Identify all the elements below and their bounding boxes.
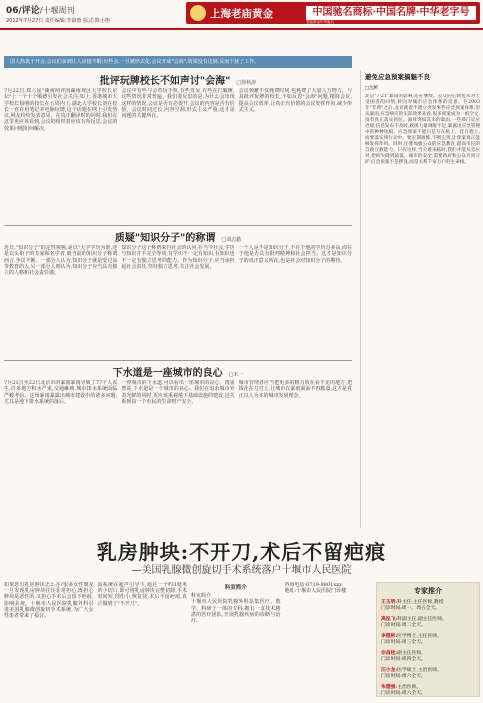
divider bbox=[4, 225, 352, 226]
article-1 bbox=[4, 72, 352, 222]
divider bbox=[4, 360, 352, 361]
feature-subtitle: —美国乳腺微创旋切手术系统落户十堰市人民医院 bbox=[131, 565, 352, 576]
sidebar-author: □沈彬 bbox=[365, 86, 379, 91]
article-column: 城市管理者应当把更多的精力放在看不见的地方,把钱花在刀刃上,让城市在暴雨面前不再脆弱,这才是真正以人为本的城市发展理念。 bbox=[238, 380, 352, 399]
feature-column: 如果您有乳房肿块怎么办?很多女性朋友一旦发现乳房肿块往往非常担心,既担心肿块是恶性的,又担心手术后会留下疤痕,影响美观。十堰市人民医院乳腺外科引进美国乳腺微创旋切手术系统,为广大女性患者带来了福音。 bbox=[4, 582, 94, 620]
masthead bbox=[0, 0, 483, 32]
expert-item: 佘昌桂:副主任医师。 门诊时间:周四全天。 bbox=[381, 650, 426, 662]
banner-brand: 上海老庙黄金 bbox=[210, 8, 273, 20]
brand-logo-icon bbox=[190, 5, 206, 21]
article-column: 7月21日至22日北京市的暴雨暴雨导致了77个人丧生,许多地方积水严重,交通瘫痪,城市排水系统面临严峻考验。这场暴雨暴露出城市建设中的诸多问题,尤其是地下排水系统的落后。 bbox=[4, 380, 118, 405]
article-column: 7月22日,郑八届"湖南网评国湖南观区大学校长论坛"上一个十个顺德引发社会关注;如上,香港城市大学校长简明的校长在五周内上,湖北大学校长刘在校长一直在用笔记本电脑玩牌,这个话题在网上引发热议,网友纷纷发表意见。在真正翻译时的同时,我们在这里更应该看到,会议的组织者应该有所反思,会议的效果问题如何解决。 bbox=[4, 88, 118, 132]
expert-item: 朱德强:主治医师。 门诊时间:周六全天。 bbox=[381, 684, 426, 696]
date-line: 2012年7月27日 责任编辑:李淑蓉 版式:陈小艳 bbox=[6, 18, 110, 24]
article-column: 会议中有些与会者玩手机,有些发呆,有些在打瞌睡,这些情况非常普遍。我们要反思的是,为什么会出现这样的情况,会议是否有必要开,会议的内容是否有价值。会议时间过长,内容空洞,形式主义严重,这才是问题的关键所在。 bbox=[121, 88, 235, 120]
expert-box-title: 专家推介 bbox=[414, 586, 442, 595]
page-label: 06/评论/十堰周刊 bbox=[6, 6, 75, 16]
article-column: 知识分子这个称谓来自社会的认同,在当今社会,学历与知识并不完全等同,有学历不一定有知识,有知识也不一定有独立思考的能力。作为知识分子,应当承担起社会责任,坚持独立思考,关注社会发展。 bbox=[121, 245, 235, 270]
section-title: 科室简介 bbox=[224, 585, 247, 591]
expert-item: 汪小龙:医学硕士,主治医师。 门诊时间:周六全天。 bbox=[381, 667, 442, 679]
feature-column bbox=[191, 582, 281, 697]
editor-notice: 国人热衷于开会,会议们多到让人应接不暇;有些会,一旦被形式化,会议开成"会海",效果没有达到,反而干扰了工作。 bbox=[4, 56, 352, 68]
feature-column: 咨询电话:0719-8801xxx 地址:十堰市人民医院门诊楼 bbox=[284, 582, 347, 595]
sidebar-column bbox=[360, 70, 480, 528]
ad-banner bbox=[186, 2, 480, 24]
banner-tagline: 老庙黄金中华驰名 bbox=[306, 20, 334, 24]
expert-item: 高泓飞:科副主任,副主任医师。 门诊时间:周二全天。 bbox=[381, 616, 447, 628]
article-2 bbox=[4, 229, 352, 357]
article-author: □刘志勤 bbox=[221, 237, 242, 243]
expert-item: 王玉明:科主任,主任医师,教授 门诊时间:周一、周五全天。 bbox=[381, 599, 444, 611]
expert-item: 李德彬:医学博士,主任医师。 门诊时间:周三全天。 bbox=[381, 633, 442, 645]
article-title: 批评玩牌校长不如声讨"会海" □徐秋涛 bbox=[99, 76, 257, 87]
banner-slogan: 中国驰名商标·中国名牌·中华老字号 bbox=[306, 6, 476, 20]
main-column bbox=[4, 70, 352, 498]
article-column: 一个人是不是知识分子,不在于他的学历有多高,而在于他是否具有批判精神和社会担当。这才是知识分子的真正意义所在,也是社会对知识分子的期待。 bbox=[238, 245, 352, 264]
article-column: 一座城市的下水道,可以看出一座城市的良心。雨果曾说,下水道是一个城市的良心。我们在追求城市外表光鲜的同时,更应该重视地下基础设施的建设,这关系到每一个市民的生命财产安全。 bbox=[121, 380, 235, 405]
feature-column: 该系统在超声引导下,通过一个约3毫米的小切口,即可将乳房肿块完整切除,手术时间短,创伤小,恢复快,术后不留疤痕,真正做到了"不开刀"。 bbox=[97, 582, 187, 607]
article-title: 下水道是一座城市的良心 □木一 bbox=[112, 368, 244, 379]
feature-title: 乳房肿块:不开刀,术后不留疤痕 bbox=[96, 540, 387, 564]
masthead-rule bbox=[0, 28, 483, 30]
article-author: □木一 bbox=[228, 372, 244, 378]
article-author: □徐秋涛 bbox=[236, 80, 257, 86]
article-title: 质疑"知识分子"的称谓 □刘志勤 bbox=[114, 233, 242, 244]
feature-body bbox=[4, 582, 374, 699]
feature-text: 科室简介 十堰市人民医院乳腺外科是集医疗、教学、科研于一体的专科,拥有一支技术精湛的医疗团队,开展乳腺疾病的诊断与治疗。 bbox=[191, 593, 281, 625]
article-column: 近日,"知识分子"的定性频频,是以"大学学历为准,还是以头衔子的专家和名学者,就当前的知识分子称谓而言,争议不断。一部分人认为,知识分子就是受过高等教育的人,另一部分人则认为,知识分子应当具有独立的人格和社会责任感。 bbox=[4, 245, 118, 277]
sidebar-title: 避免应急预案搞魅不良 bbox=[365, 73, 430, 81]
article-3 bbox=[4, 364, 352, 498]
sidebar-body: 北京"7·21"暴雨的影响,还在继续。公众的心情也从对于受困者的同情,转向对城市应急体系的反思。在2003年"非典"之后,北京就着手建立突发事件应急预案体系,但从暴雨,应急响应的实际效果来看,很多预案成为一纸空文,没有真正落实到位。面对突如其来的暴雨,一些部门反应迟缓,信息发布不及时,救援力量调配不足,暴露出应急管理中的种种短板。应急预案不能只是写在纸上、挂在墙上,而要落实到行动中。要定期演练,不断完善,让预案真正能够发挥作用。同时,还要加强公众的应急教育,提高市民的自救互救能力。只有这样,当灾难来临时,我们才能从容应对,把损失降到最低。城市的安全,需要政府和公众共同守护,应急预案不是摆设,而是关系千家万户的生命线。 bbox=[365, 94, 480, 165]
article-column: 会议频繁不仅耗费时间,也耗费了大量人力物力。与其批评玩牌的校长,不如反思"会海"问题,精简会议,提高会议效率,让真正有价值的会议发挥作用,减少形式主义。 bbox=[238, 88, 352, 113]
expert-box bbox=[376, 582, 480, 697]
